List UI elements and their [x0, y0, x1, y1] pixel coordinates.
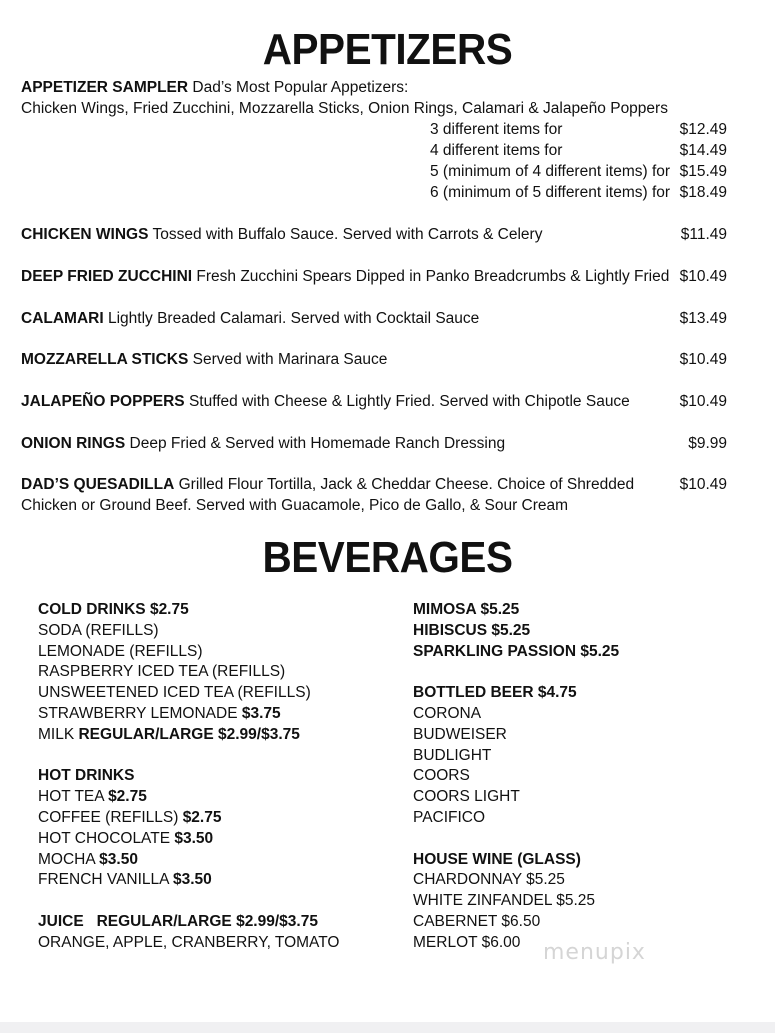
list-item: [38, 870, 378, 891]
beverages-right-column: [413, 600, 753, 954]
item-name: CALAMARI: [21, 310, 104, 327]
menu-item-fried-zucchini: [21, 266, 669, 287]
item-price: $11.49: [680, 226, 727, 243]
drink-price: REGULAR/LARGE $2.99/$3.75: [78, 725, 300, 743]
menu-item-calamari: [21, 308, 479, 329]
menupix-watermark: menupix: [543, 940, 646, 965]
item-desc: Dad’s Most Popular Appetizers:: [188, 79, 409, 96]
cold-drinks-header: COLD DRINKS $2.75: [38, 601, 189, 618]
item-desc: Grilled Flour Tortilla, Jack & Cheddar Cheese. Choice of Shredded: [174, 476, 635, 493]
menu-item-mozzarella-sticks: [21, 349, 387, 370]
item-desc: Served with Marinara Sauce: [188, 351, 388, 368]
list-item: COORS: [413, 767, 470, 785]
drink-name: MILK: [38, 725, 79, 743]
list-item: COORS LIGHT: [413, 788, 520, 806]
list-item: BUDLIGHT: [413, 746, 492, 764]
list-item: CHARDONNAY $5.25: [413, 871, 565, 889]
list-item: CABERNET $6.50: [413, 912, 541, 930]
special-drink: HIBISCUS $5.25: [413, 621, 531, 639]
item-price: $13.49: [679, 310, 727, 327]
list-item: WHITE ZINFANDEL $5.25: [413, 892, 596, 910]
item-name: CHICKEN WINGS: [21, 226, 149, 243]
list-item: UNSWEETENED ICED TEA (REFILLS): [38, 684, 311, 702]
item-price: $10.49: [679, 351, 727, 368]
item-price: $10.49: [679, 476, 727, 493]
beverages-title: BEVERAGES: [262, 533, 513, 582]
list-item: [38, 787, 378, 808]
drink-price: $3.50: [174, 829, 214, 847]
drink-price: $3.50: [172, 871, 212, 889]
menu-item-chicken-wings: [21, 224, 542, 245]
list-item: [38, 829, 378, 850]
bottom-bar: [0, 1022, 775, 1033]
item-name: APPETIZER SAMPLER: [21, 79, 189, 96]
special-drink: MIMOSA $5.25: [413, 601, 520, 618]
list-item: BUDWEISER: [413, 725, 507, 743]
menu-item-quesadilla: [21, 474, 634, 495]
beverages-left-column: [38, 600, 378, 954]
item-name: DEEP FRIED ZUCCHINI: [21, 268, 193, 285]
hot-drinks-header: HOT DRINKS: [38, 767, 135, 785]
tier-label: 4 different items for: [430, 142, 563, 159]
item-name: ONION RINGS: [21, 435, 126, 452]
item-desc-cont: Chicken or Ground Beef. Served with Guacamole, Pico de Gallo, & Sour Cream: [21, 497, 569, 514]
drink-price: $2.75: [182, 808, 222, 826]
drink-name: HOT CHOCOLATE: [38, 829, 175, 847]
list-item: CORONA: [413, 704, 482, 722]
list-item: SODA (REFILLS): [38, 621, 159, 639]
bottled-beer-header: BOTTLED BEER $4.75: [413, 684, 577, 702]
item-price: $10.49: [679, 268, 727, 285]
item-name: JALAPEÑO POPPERS: [21, 393, 185, 410]
list-item: LEMONADE (REFILLS): [38, 642, 203, 660]
list-item: PACIFICO: [413, 808, 486, 826]
drink-name: COFFEE (REFILLS): [38, 808, 183, 826]
item-desc: Tossed with Buffalo Sauce. Served with Carrots & Celery: [148, 226, 543, 243]
item-desc: Deep Fried & Served with Homemade Ranch Dressing: [125, 435, 506, 452]
appetizers-title: APPETIZERS: [262, 25, 513, 74]
list-item: [38, 808, 378, 829]
special-drink: SPARKLING PASSION $5.25: [413, 642, 620, 660]
drink-name: FRENCH VANILLA: [38, 871, 173, 889]
list-item: [38, 850, 378, 871]
item-price: $9.99: [688, 435, 727, 452]
item-desc: Fresh Zucchini Spears Dipped in Panko Breadcrumbs & Lightly Fried: [192, 268, 670, 285]
house-wine-header: HOUSE WINE (GLASS): [413, 850, 581, 868]
list-item: [38, 725, 378, 746]
item-name: DAD’S QUESADILLA: [21, 476, 175, 493]
item-name: MOZZARELLA STICKS: [21, 351, 189, 368]
menu-item-onion-rings: [21, 433, 505, 454]
sampler-line: [21, 77, 408, 98]
drink-price: $3.50: [99, 850, 138, 868]
drink-price: $2.75: [108, 788, 147, 806]
list-item: MERLOT $6.00: [413, 933, 521, 951]
menu-item-jalapeno-poppers: [21, 391, 630, 412]
tier-price: $14.49: [679, 142, 727, 159]
tier-label: 6 (minimum of 5 different items) for: [430, 184, 671, 201]
list-item: ORANGE, APPLE, CRANBERRY, TOMATO: [38, 933, 340, 951]
drink-price: $3.75: [241, 704, 281, 722]
tier-price: $12.49: [679, 121, 727, 138]
sampler-desc: Chicken Wings, Fried Zucchini, Mozzarella Sticks, Onion Rings, Calamari & Jalapeño Poppers: [21, 100, 668, 117]
tier-price: $18.49: [679, 184, 727, 201]
drink-name: STRAWBERRY LEMONADE: [38, 704, 242, 722]
list-item: RASPBERRY ICED TEA (REFILLS): [38, 663, 286, 681]
tier-price: $15.49: [679, 163, 727, 180]
item-desc: Stuffed with Cheese & Lightly Fried. Served with Chipotle Sauce: [184, 393, 630, 410]
juice-header: JUICE REGULAR/LARGE $2.99/$3.75: [38, 912, 318, 930]
drink-name: HOT TEA: [38, 788, 109, 806]
tier-label: 3 different items for: [430, 121, 563, 138]
item-price: $10.49: [679, 393, 727, 410]
tier-label: 5 (minimum of 4 different items) for: [430, 163, 671, 180]
list-item: [38, 704, 378, 725]
item-desc: Lightly Breaded Calamari. Served with Cocktail Sauce: [103, 310, 480, 327]
drink-name: MOCHA: [38, 850, 100, 868]
